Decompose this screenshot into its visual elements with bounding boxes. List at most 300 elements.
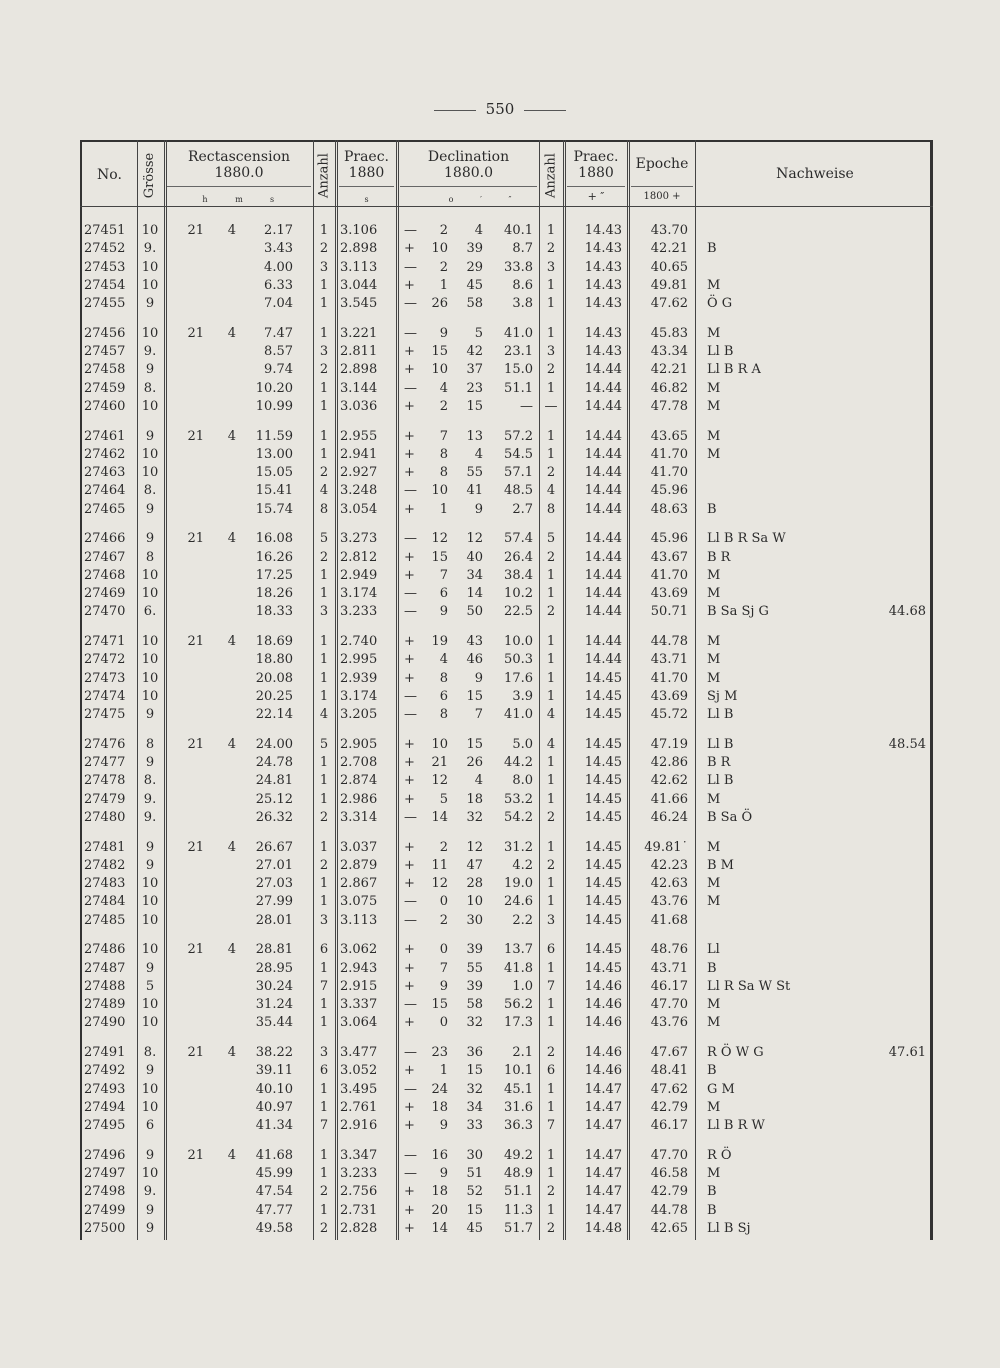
cell-d: 9 [439, 978, 448, 994]
cell-gr: 9 [145, 1147, 155, 1163]
cell-p1: 2.761 [340, 1099, 378, 1115]
cell-a1: 1 [319, 428, 329, 444]
cell-no: 27452 [84, 241, 126, 257]
cell-p1: 3.248 [340, 483, 378, 499]
cell-sg: + [404, 567, 415, 583]
cell-a2: 4 [546, 483, 556, 499]
cell-sg: + [404, 1220, 415, 1236]
cell-ds: 57.4 [504, 531, 533, 547]
cell-sg: + [404, 942, 415, 958]
col-divider [164, 140, 167, 1240]
cell-s: 40.97 [255, 1099, 293, 1115]
cell-a2: 1 [546, 688, 556, 704]
cell-p1: 2.898 [340, 241, 378, 257]
cell-d: 11 [431, 857, 448, 873]
cell-no: 27486 [84, 942, 126, 958]
cell-s: 40.10 [255, 1081, 293, 1097]
cell-h: 21 [187, 223, 204, 238]
cell-gr: 10 [141, 688, 159, 704]
cell-s: 15.41 [255, 483, 293, 499]
cell-p2: 14.45 [584, 736, 622, 752]
col-divider [396, 140, 399, 1240]
cell-gr: 10 [141, 398, 159, 414]
cell-p2: 14.44 [584, 501, 622, 517]
cell-gr: 9. [143, 344, 157, 359]
cell-d: 2 [439, 912, 448, 928]
cell-a2: 1 [546, 277, 556, 293]
cell-a2: 2 [546, 465, 556, 480]
cell-gr: 9 [145, 1202, 155, 1218]
cell-no: 27451 [84, 223, 126, 238]
cell-p1: 3.037 [340, 839, 378, 855]
cell-ep: 48.41 [650, 1063, 688, 1079]
cell-a2: 2 [546, 809, 556, 825]
cell-ds: 15.0 [504, 362, 533, 378]
cell-ep: 46.58 [650, 1166, 688, 1181]
cell-a1: 2 [319, 241, 329, 257]
cell-s: 9.74 [264, 362, 293, 378]
cell-p1: 2.916 [340, 1118, 378, 1133]
cell-p2: 14.46 [584, 997, 622, 1012]
cell-dm: 32 [466, 809, 483, 825]
cell-a2: 5 [546, 531, 556, 547]
cell-h: 21 [187, 428, 204, 444]
cell-a1: 7 [319, 1118, 329, 1133]
cell-nw: Ll B [707, 736, 734, 752]
cell-ds: 17.6 [504, 670, 533, 686]
cell-d: 0 [439, 894, 448, 910]
cell-a2: 2 [546, 362, 556, 378]
cell-ep: 41.66 [650, 791, 688, 807]
cell-ep: 46.82 [650, 380, 688, 396]
cell-p1: 3.477 [340, 1045, 378, 1060]
cell-a2: 1 [546, 1166, 556, 1181]
cell-d: 8 [439, 465, 448, 480]
cell-gr: 8. [143, 483, 157, 499]
cell-sg: + [404, 465, 415, 480]
cell-ep: 45.96 [650, 531, 688, 547]
cell-s: 10.20 [255, 380, 293, 396]
cell-ep: 47.62 [650, 1081, 688, 1097]
cell-gr: 10 [141, 223, 159, 238]
cell-p1: 2.874 [340, 773, 378, 789]
cell-ep: 43.76 [650, 1015, 688, 1031]
cell-ep: 47.19 [650, 736, 688, 752]
cell-nw: B [707, 241, 717, 257]
header-anzahl-2: Anzahl [543, 153, 559, 198]
cell-s: 16.26 [255, 549, 293, 565]
cell-ds: 49.2 [504, 1147, 533, 1163]
cell-ds: 33.8 [504, 259, 533, 275]
cell-dm: 45 [466, 1220, 483, 1236]
cell-s: 13.00 [255, 446, 293, 462]
cell-d: 8 [439, 446, 448, 462]
cell-h: 21 [187, 325, 204, 341]
cell-sg: — [404, 586, 417, 601]
cell-a1: 3 [319, 344, 329, 359]
cell-ep: 42.65 [650, 1220, 688, 1236]
cell-nw: M [707, 398, 721, 414]
cell-p1: 3.054 [340, 501, 378, 517]
cell-p2: 14.45 [584, 707, 622, 722]
cell-a2: 1 [546, 1147, 556, 1163]
cell-dm: 36 [466, 1045, 483, 1060]
cell-no: 27475 [84, 707, 126, 722]
cell-ep: 43.71 [650, 652, 688, 668]
cell-a1: 2 [319, 465, 329, 480]
cell-ds: 24.6 [504, 894, 533, 910]
cell-dm: 5 [474, 325, 483, 341]
cell-s: 4.00 [264, 259, 293, 275]
cell-a1: 6 [319, 942, 329, 958]
cell-d: 19 [431, 634, 448, 649]
cell-ep: 45.96 [650, 483, 688, 499]
cell-p1: 2.756 [340, 1184, 378, 1200]
cell-sg: + [404, 839, 415, 855]
cell-gr: 9 [145, 755, 155, 770]
cell-ep: 46.17 [650, 978, 688, 994]
cell-dm: 58 [466, 296, 483, 311]
cell-p2: 14.44 [584, 531, 622, 547]
cell-gr: 10 [141, 446, 159, 462]
cell-s: 31.24 [255, 997, 293, 1012]
cell-gr: 10 [141, 876, 159, 891]
cell-no: 27455 [84, 296, 126, 311]
cell-h: 21 [187, 1147, 204, 1163]
cell-sg: — [404, 223, 417, 238]
cell-p2: 14.45 [584, 912, 622, 928]
cell-a2: 1 [546, 1202, 556, 1218]
cell-nw: M [707, 1015, 721, 1031]
cell-a2: 1 [546, 876, 556, 891]
header-sub-rule [167, 186, 311, 187]
cell-ep: 46.17 [650, 1118, 688, 1133]
cell-p1: 2.731 [340, 1202, 378, 1218]
cell-sg: + [404, 1063, 415, 1079]
cell-nw: M [707, 277, 721, 293]
cell-p1: 3.233 [340, 604, 378, 620]
cell-nw: M [707, 839, 721, 855]
cell-gr: 8. [143, 1045, 157, 1060]
cell-a1: 1 [319, 446, 329, 462]
cell-sg: + [404, 1202, 415, 1218]
cell-ep: 40.65 [650, 259, 688, 275]
cell-sg: — [404, 1045, 417, 1060]
cell-s: 27.99 [255, 894, 293, 910]
cell-dm: 15 [466, 1063, 483, 1079]
cell-a2: 1 [546, 325, 556, 341]
cell-d: 6 [439, 688, 448, 704]
cell-ds: 41.8 [504, 960, 533, 976]
cell-a1: 2 [319, 809, 329, 825]
cell-s: 49.58 [255, 1220, 293, 1236]
cell-nw: B Sa Sj G [707, 604, 769, 620]
cell-p2: 14.44 [584, 652, 622, 668]
cell-p1: 2.740 [340, 634, 378, 649]
cell-no: 27483 [84, 876, 126, 891]
cell-gr: 8 [145, 549, 155, 565]
cell-ex: 44.68 [888, 604, 926, 620]
cell-d: 10 [431, 241, 448, 257]
cell-ep: 41.70 [650, 670, 688, 686]
cell-p2: 14.44 [584, 362, 622, 378]
cell-dm: 15 [466, 736, 483, 752]
cell-dm: 52 [466, 1184, 483, 1200]
cell-p1: 2.955 [340, 428, 378, 444]
cell-gr: 9 [145, 428, 155, 444]
cell-nw: M [707, 1166, 721, 1181]
cell-ep: 42.63 [650, 876, 688, 891]
cell-dm: 33 [466, 1118, 483, 1133]
cell-ds: 50.3 [504, 652, 533, 668]
cell-p2: 14.45 [584, 960, 622, 976]
cell-sg: + [404, 652, 415, 668]
cell-s: 18.33 [255, 604, 293, 620]
cell-no: 27468 [84, 567, 126, 583]
cell-ep: 50.71 [650, 604, 688, 620]
cell-ep: 43.69 [650, 586, 688, 601]
cell-s: 45.99 [255, 1166, 293, 1181]
cell-ds: 40.1 [504, 223, 533, 238]
cell-d: 9 [439, 1118, 448, 1133]
cell-s: 35.44 [255, 1015, 293, 1031]
cell-s: 47.77 [255, 1202, 293, 1218]
cell-ep: 42.21 [650, 241, 688, 257]
cell-m: 4 [227, 634, 236, 649]
cell-nw: M [707, 894, 721, 910]
cell-ds: 23.1 [504, 344, 533, 359]
cell-d: 20 [431, 1202, 448, 1218]
cell-s: 20.25 [255, 688, 293, 704]
cell-a2: 3 [546, 259, 556, 275]
cell-nw: Ö G [707, 296, 733, 311]
cell-sg: + [404, 277, 415, 293]
cell-d: 12 [431, 531, 448, 547]
cell-ds: 53.2 [504, 791, 533, 807]
cell-gr: 10 [141, 1015, 159, 1031]
cell-a2: 2 [546, 241, 556, 257]
cell-h: 21 [187, 1045, 204, 1060]
cell-gr: 9. [143, 1184, 157, 1200]
cell-ds: 10.0 [504, 634, 533, 649]
cell-a2: 2 [546, 1184, 556, 1200]
cell-sg: + [404, 1184, 415, 1200]
cell-nw: M [707, 791, 721, 807]
cell-nw: Ll B R A [707, 362, 761, 378]
header-anzahl: Anzahl [316, 153, 332, 198]
cell-sg: + [404, 398, 415, 414]
cell-a1: 1 [319, 634, 329, 649]
cell-a1: 2 [319, 1184, 329, 1200]
cell-nw: M [707, 670, 721, 686]
cell-no: 27462 [84, 446, 126, 462]
cell-nw: Ll [707, 942, 720, 958]
cell-p2: 14.43 [584, 296, 622, 311]
cell-p2: 14.43 [584, 325, 622, 341]
cell-dm: 50 [466, 604, 483, 620]
cell-d: 2 [439, 398, 448, 414]
cell-p1: 3.205 [340, 707, 378, 722]
cell-p1: 2.828 [340, 1220, 378, 1236]
cell-gr: 10 [141, 652, 159, 668]
cell-s: 26.32 [255, 809, 293, 825]
cell-a2: 1 [546, 446, 556, 462]
cell-p2: 14.45 [584, 839, 622, 855]
cell-p2: 14.44 [584, 483, 622, 499]
cell-no: 27467 [84, 549, 126, 565]
cell-d: 4 [439, 380, 448, 396]
cell-a2: 2 [546, 604, 556, 620]
cell-a2: — [544, 398, 558, 414]
cell-a1: 1 [319, 1166, 329, 1181]
cell-d: 7 [439, 428, 448, 444]
cell-a1: 1 [319, 296, 329, 311]
cell-gr: 6. [143, 604, 157, 620]
cell-sg: — [404, 483, 417, 499]
cell-nw: B [707, 1184, 717, 1200]
cell-gr: 9 [145, 857, 155, 873]
cell-a2: 1 [546, 586, 556, 601]
cell-h: 21 [187, 736, 204, 752]
cell-d: 10 [431, 736, 448, 752]
cell-a1: 2 [319, 362, 329, 378]
cell-s: 41.34 [255, 1118, 293, 1133]
cell-d: 6 [439, 586, 448, 601]
cell-a2: 1 [546, 634, 556, 649]
cell-m: 4 [227, 531, 236, 547]
cell-dm: 51 [466, 1166, 483, 1181]
cell-a1: 3 [319, 912, 329, 928]
cell-ep: 42.79 [650, 1099, 688, 1115]
cell-sg: — [404, 912, 417, 928]
cell-p1: 2.867 [340, 876, 378, 891]
cell-gr: 5 [145, 978, 155, 994]
cell-dm: 32 [466, 1081, 483, 1097]
cell-a1: 1 [319, 325, 329, 341]
cell-dm: 37 [466, 362, 483, 378]
cell-a1: 3 [319, 604, 329, 620]
cell-s: 25.12 [255, 791, 293, 807]
cell-d: 8 [439, 670, 448, 686]
cell-d: 26 [431, 296, 448, 311]
col-divider [695, 140, 696, 1240]
cell-a2: 1 [546, 296, 556, 311]
cell-p1: 2.915 [340, 978, 378, 994]
cell-ep: 48.63 [650, 501, 688, 517]
cell-s: 11.59 [255, 428, 293, 444]
cell-no: 27459 [84, 380, 126, 396]
cell-p2: 14.44 [584, 604, 622, 620]
cell-a1: 7 [319, 978, 329, 994]
cell-ds: 10.2 [504, 586, 533, 601]
cell-nw: B M [707, 857, 734, 873]
cell-dm: 18 [466, 791, 483, 807]
cell-a2: 1 [546, 1015, 556, 1031]
header-nachweise: Nachweise [776, 166, 854, 182]
cell-dm: 7 [474, 707, 483, 722]
cell-nw: Ll B Sj [707, 1220, 751, 1236]
cell-s: 24.00 [255, 736, 293, 752]
cell-gr: 10 [141, 942, 159, 958]
cell-a2: 1 [546, 839, 556, 855]
cell-p2: 14.44 [584, 398, 622, 414]
page-number-text: 550 [485, 100, 515, 118]
cell-no: 27465 [84, 501, 126, 517]
cell-d: 9 [439, 604, 448, 620]
cell-ep: 42.23 [650, 857, 688, 873]
cell-gr: 10 [141, 567, 159, 583]
cell-p1: 3.064 [340, 1015, 378, 1031]
cell-gr: 9 [145, 501, 155, 517]
cell-ds: 36.3 [504, 1118, 533, 1133]
cell-dm: 34 [466, 567, 483, 583]
cell-gr: 8. [143, 773, 157, 789]
cell-no: 27495 [84, 1118, 126, 1133]
cell-a1: 5 [319, 736, 329, 752]
cell-p2: 14.43 [584, 259, 622, 275]
cell-p1: 2.949 [340, 567, 378, 583]
cell-no: 27470 [84, 604, 126, 620]
cell-s: 6.33 [264, 277, 293, 293]
cell-nw: Ll B [707, 344, 734, 359]
cell-ds: 51.1 [504, 380, 533, 396]
cell-dm: 30 [466, 1147, 483, 1163]
cell-p1: 3.113 [340, 912, 378, 928]
cell-ep: 41.68 [650, 912, 688, 928]
cell-a1: 4 [319, 483, 329, 499]
cell-dm: 4 [474, 773, 483, 789]
cell-sg: — [404, 380, 417, 396]
cell-p2: 14.44 [584, 549, 622, 565]
cell-sg: — [404, 604, 417, 620]
cell-ds: 54.2 [504, 809, 533, 825]
header-rectascension: Rectascension [187, 149, 291, 165]
cell-p1: 2.995 [340, 652, 378, 668]
cell-d: 12 [431, 773, 448, 789]
cell-no: 27453 [84, 259, 126, 275]
header-groesse: Grösse [142, 152, 157, 199]
cell-a2: 3 [546, 912, 556, 928]
cell-gr: 9 [145, 839, 155, 855]
cell-dm: 40 [466, 549, 483, 565]
cell-no: 27490 [84, 1015, 126, 1031]
cell-a2: 7 [546, 1118, 556, 1133]
cell-sg: — [404, 259, 417, 275]
cell-p2: 14.46 [584, 978, 622, 994]
cell-p2: 14.44 [584, 586, 622, 601]
cell-ds: 41.0 [504, 707, 533, 722]
cell-nw: M [707, 652, 721, 668]
cell-dm: 47 [466, 857, 483, 873]
cell-gr: 10 [141, 277, 159, 293]
cell-ds: 45.1 [504, 1081, 533, 1097]
cell-ds: 22.5 [504, 604, 533, 620]
cell-a1: 1 [319, 1099, 329, 1115]
cell-ds: — [520, 398, 533, 414]
cell-a1: 1 [319, 567, 329, 583]
cell-gr: 9 [145, 531, 155, 547]
cell-ds: 8.6 [512, 277, 533, 293]
cell-no: 27488 [84, 978, 126, 994]
cell-no: 27456 [84, 325, 126, 341]
header-rect-epoch: 1880.0 [214, 165, 264, 181]
cell-no: 27499 [84, 1202, 126, 1218]
col-divider [539, 140, 540, 1240]
cell-ep: 43.65 [650, 428, 688, 444]
cell-d: 23 [431, 1045, 448, 1060]
cell-dm: 39 [466, 241, 483, 257]
cell-d: 2 [439, 223, 448, 238]
